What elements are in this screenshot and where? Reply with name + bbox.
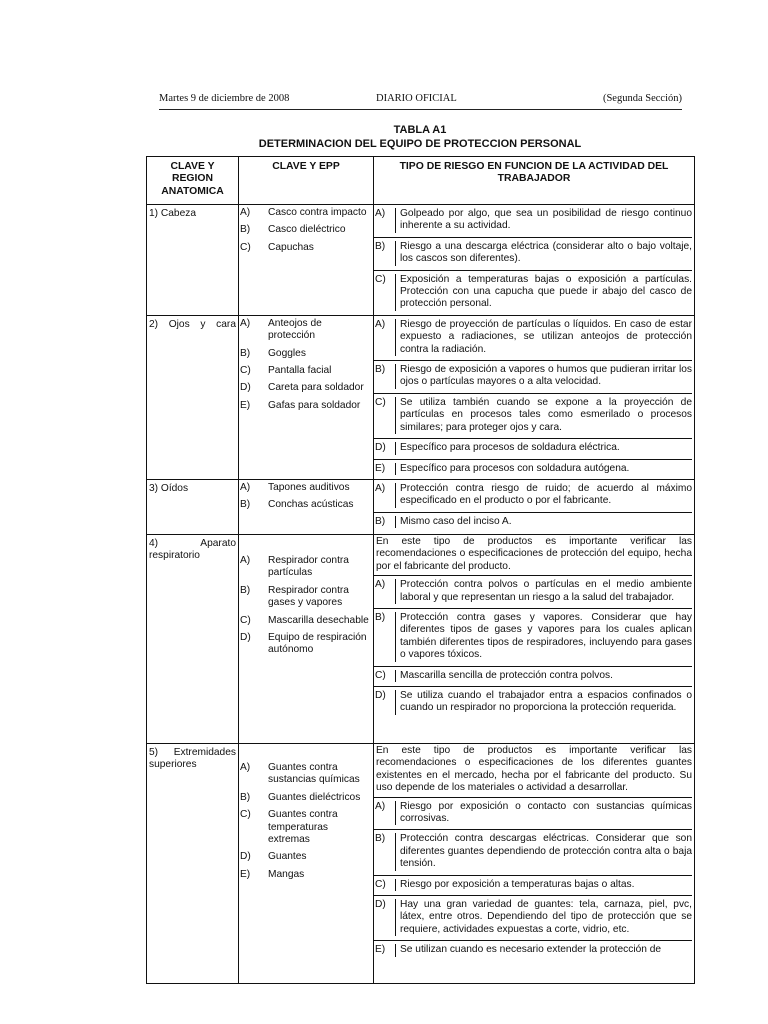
- epp-letter: A): [240, 207, 251, 218]
- epp-item: [239, 632, 371, 657]
- risk-letter: B): [374, 833, 396, 870]
- epp-label: Respirador contra gases y vapores: [268, 584, 349, 609]
- risk-text: Se utilizan cuando es necesario extender la protección de: [400, 944, 662, 956]
- epp-letter: A): [240, 317, 251, 329]
- risk-text: Se utiliza cuando el trabajador entra a espacios confinados o cuando un respirador no proporciona la protección requerida.: [400, 689, 692, 714]
- risk-text: Protección contra gases y vapores. Considerar que hay diferentes tipos de gases y vapores para los cuales aplican también diferentes tipos de respiradores, incluyendo para gases o vapores tóxicos.: [400, 611, 692, 661]
- risk-text: Riesgo a una descarga eléctrica (considerar alto o bajo voltaje, los cascos son diferentes).: [400, 240, 692, 265]
- risk-letter: D): [374, 690, 396, 715]
- risk-letter: C): [374, 274, 396, 311]
- table-row: [147, 534, 695, 743]
- risk-text: Riesgo de exposición a vapores o humos que pudieran irritar los ojos o partículas mayores o a alta velocidad.: [400, 364, 692, 388]
- epp-item: [239, 365, 371, 377]
- header-journal: DIARIO OFICIAL: [376, 93, 457, 104]
- risk-letter: C): [374, 397, 396, 434]
- epp-letter: A): [240, 761, 251, 773]
- risk-item: [374, 480, 692, 513]
- risk-text: Mascarilla sencilla de protección contra polvos.: [400, 669, 613, 681]
- epp-label: Guantes contra temperaturas extremas: [268, 809, 338, 845]
- risk-text: Protección contra polvos o partículas en el medio ambiente laboral y que representan un riesgo a la salud del trabajador.: [400, 579, 692, 603]
- epp-item: [239, 869, 371, 881]
- epp-label: Conchas acústicas: [268, 499, 354, 511]
- epp-letter: C): [240, 809, 251, 821]
- region-label: 2) Ojos y cara: [149, 318, 236, 330]
- risk-item: [374, 609, 692, 667]
- epp-item: [239, 615, 371, 627]
- region-label: 3) Oídos: [149, 482, 189, 494]
- epp-letter: B): [240, 791, 251, 803]
- epp-label: Gafas para soldador: [268, 399, 361, 411]
- epp-item: [239, 482, 371, 494]
- epp-letter: B): [240, 584, 251, 596]
- column-header-epp: CLAVE Y EPP: [239, 157, 374, 205]
- epp-letter: B): [240, 347, 251, 359]
- risk-cell: [374, 743, 695, 983]
- risk-text: Protección contra riesgo de ruido; de acuerdo al máximo especificado en el producto o por el fabricante.: [400, 482, 692, 507]
- epp-label: Careta para soldador: [268, 382, 364, 394]
- risk-letter: B): [374, 516, 396, 528]
- epp-label: Casco dieléctrico: [268, 224, 346, 236]
- table-subtitle: DETERMINACION DEL EQUIPO DE PROTECCION PERSONAL: [258, 138, 582, 150]
- risk-intro: En este tipo de productos es importante verificar las recomendaciones o especificaciones de los diferentes guantes existentes en el mercado, hecha por el fabricante del producto. Su uso depende de los materiales o actividad a desarrollar.: [374, 744, 692, 798]
- region-cell: [147, 479, 239, 534]
- risk-text: Riesgo por exposición o contacto con sustancias químicas corrosivas.: [400, 800, 692, 824]
- epp-label: Casco contra impacto: [268, 207, 367, 218]
- risk-text: Específico para procesos con soldadura autógena.: [400, 462, 630, 474]
- table-row: [147, 479, 695, 534]
- column-header-region: CLAVE Y REGION ANATOMICA: [147, 157, 239, 205]
- header-section: (Segunda Sección): [602, 93, 682, 104]
- risk-letter: A): [374, 579, 396, 604]
- epp-letter: E): [240, 399, 251, 411]
- epp-letter: B): [240, 224, 251, 236]
- risk-letter: B): [374, 241, 396, 266]
- epp-letter: E): [240, 868, 251, 880]
- epp-letter: A): [240, 554, 251, 566]
- epp-item: [239, 382, 371, 394]
- risk-letter: A): [374, 319, 396, 356]
- risk-item: [374, 439, 692, 459]
- risk-text: Específico para procesos de soldadura eléctrica.: [400, 442, 620, 454]
- risk-letter: B): [374, 612, 396, 662]
- table-body: [147, 205, 695, 984]
- column-header-risk: TIPO DE RIESGO EN FUNCION DE LA ACTIVIDAD DEL TRABAJADOR: [374, 157, 695, 205]
- epp-label: Mascarilla desechable: [268, 614, 369, 626]
- epp-item: [239, 851, 371, 863]
- risk-text: Exposición a temperaturas bajas o exposición a partículas. Protección con una capucha que puede ir abajo del casco de protección personal.: [400, 273, 692, 310]
- risk-letter: A): [374, 208, 396, 233]
- epp-item: [239, 499, 371, 511]
- region-label: 1) Cabeza: [149, 208, 197, 219]
- epp-letter: D): [240, 631, 251, 643]
- epp-letter: C): [240, 365, 251, 377]
- risk-item: [374, 941, 692, 960]
- epp-spacer: [239, 744, 371, 760]
- region-cell: [147, 534, 239, 743]
- risk-intro: En este tipo de productos es importante verificar las recomendaciones o especificaciones de protección del equipo, hecha por el fabricante del producto.: [374, 535, 692, 576]
- risk-letter: A): [374, 801, 396, 826]
- region-cell: [147, 205, 239, 316]
- epp-cell: [239, 743, 374, 983]
- risk-text: Riesgo de proyección de partículas o líquidos. En caso de estar expuesto a radiaciones, se utilizan anteojos de protección contra la radiación.: [400, 318, 692, 355]
- risk-cell: [374, 205, 695, 316]
- risk-letter: A): [374, 483, 396, 508]
- epp-item: [239, 809, 371, 846]
- page-header: [159, 93, 682, 107]
- epp-label: Pantalla facial: [268, 365, 332, 377]
- risk-item: [374, 238, 692, 271]
- epp-cell: [239, 205, 374, 316]
- epp-item: [239, 224, 371, 236]
- epp-item: [239, 555, 371, 580]
- risk-cell: [374, 315, 695, 479]
- table-title-block: [146, 123, 694, 151]
- risk-item: [374, 316, 692, 361]
- epp-letter: A): [240, 481, 251, 493]
- epp-letter: C): [240, 614, 251, 626]
- risk-item: [374, 876, 692, 896]
- risk-item: [374, 830, 692, 875]
- epp-letter: C): [240, 241, 251, 253]
- epp-letter: D): [240, 382, 251, 394]
- epp-cell: [239, 534, 374, 743]
- risk-letter: C): [374, 879, 396, 891]
- epp-label: Guantes: [268, 851, 307, 863]
- risk-cell: [374, 479, 695, 534]
- region-cell: [147, 315, 239, 479]
- table-row: [147, 205, 695, 316]
- risk-text: Se utiliza también cuando se expone a la proyección de partículas en procesos tales como esmerilado o procesos similares; para proteger ojos y cara.: [400, 396, 692, 433]
- epp-label: Goggles: [268, 347, 306, 359]
- risk-letter: E): [374, 463, 396, 475]
- risk-letter: B): [374, 364, 396, 389]
- epp-label: Guantes dieléctricos: [268, 791, 361, 803]
- risk-item: [374, 687, 692, 719]
- region-label: 5) Extremidades superiores: [149, 746, 236, 771]
- epp-label: Equipo de respiración autónomo: [268, 631, 367, 656]
- table-header-row: [147, 157, 695, 205]
- risk-text: Hay una gran variedad de guantes: tela, carnaza, piel, pvc, látex, entre otros. Dependiendo del tipo de protección que se requiere, actividades expuestas a corte, vidrio, etc.: [400, 898, 692, 935]
- risk-text: Mismo caso del inciso A.: [400, 515, 512, 527]
- risk-letter: C): [374, 670, 396, 682]
- header-rule: [159, 109, 682, 110]
- epp-letter: B): [240, 499, 251, 511]
- region-label: 4) Aparato respiratorio: [149, 537, 236, 562]
- epp-cell: [239, 479, 374, 534]
- epp-item: [239, 792, 371, 804]
- risk-item: [374, 576, 692, 609]
- risk-item: [374, 460, 692, 479]
- risk-item: [374, 667, 692, 687]
- table-row: [147, 743, 695, 983]
- region-cell: [147, 743, 239, 983]
- risk-text: Protección contra descargas eléctricas. Considerar que son diferentes guantes dependiendo de protección contra alta o baja tensión.: [400, 833, 692, 870]
- epp-item: [239, 762, 371, 787]
- epp-label: Mangas: [268, 868, 305, 880]
- epp-item: [239, 348, 371, 360]
- risk-text: Riesgo por exposición a temperaturas bajas o altas.: [400, 878, 635, 890]
- table-title: TABLA A1: [393, 124, 447, 136]
- risk-item: [374, 271, 692, 315]
- risk-item: [374, 205, 692, 238]
- epp-item: [239, 242, 371, 254]
- risk-letter: D): [374, 899, 396, 936]
- header-date: Martes 9 de diciembre de 2008: [159, 93, 290, 104]
- epp-item: [239, 318, 371, 343]
- risk-item: [374, 513, 692, 532]
- epp-spacer: [239, 535, 371, 553]
- epp-label: Guantes contra sustancias químicas: [268, 761, 360, 786]
- risk-item: [374, 361, 692, 394]
- risk-letter: D): [374, 442, 396, 454]
- epp-label: Respirador contra partículas: [268, 554, 349, 579]
- epp-label: Anteojos de protección: [268, 317, 322, 342]
- risk-item: [374, 394, 692, 439]
- epp-label: Capuchas: [268, 241, 314, 253]
- risk-letter: E): [374, 944, 396, 956]
- epp-cell: [239, 315, 374, 479]
- epp-item: [239, 400, 371, 412]
- risk-text: Golpeado por algo, que sea un posibilidad de riesgo continuo inherente a su actividad.: [400, 208, 692, 232]
- risk-cell: [374, 534, 695, 743]
- epp-letter: D): [240, 851, 251, 863]
- epp-table: [146, 156, 695, 984]
- risk-item: [374, 896, 692, 941]
- epp-label: Tapones auditivos: [268, 481, 350, 493]
- table-row: [147, 315, 695, 479]
- epp-item: [239, 207, 371, 219]
- risk-item: [374, 798, 692, 831]
- epp-item: [239, 585, 371, 610]
